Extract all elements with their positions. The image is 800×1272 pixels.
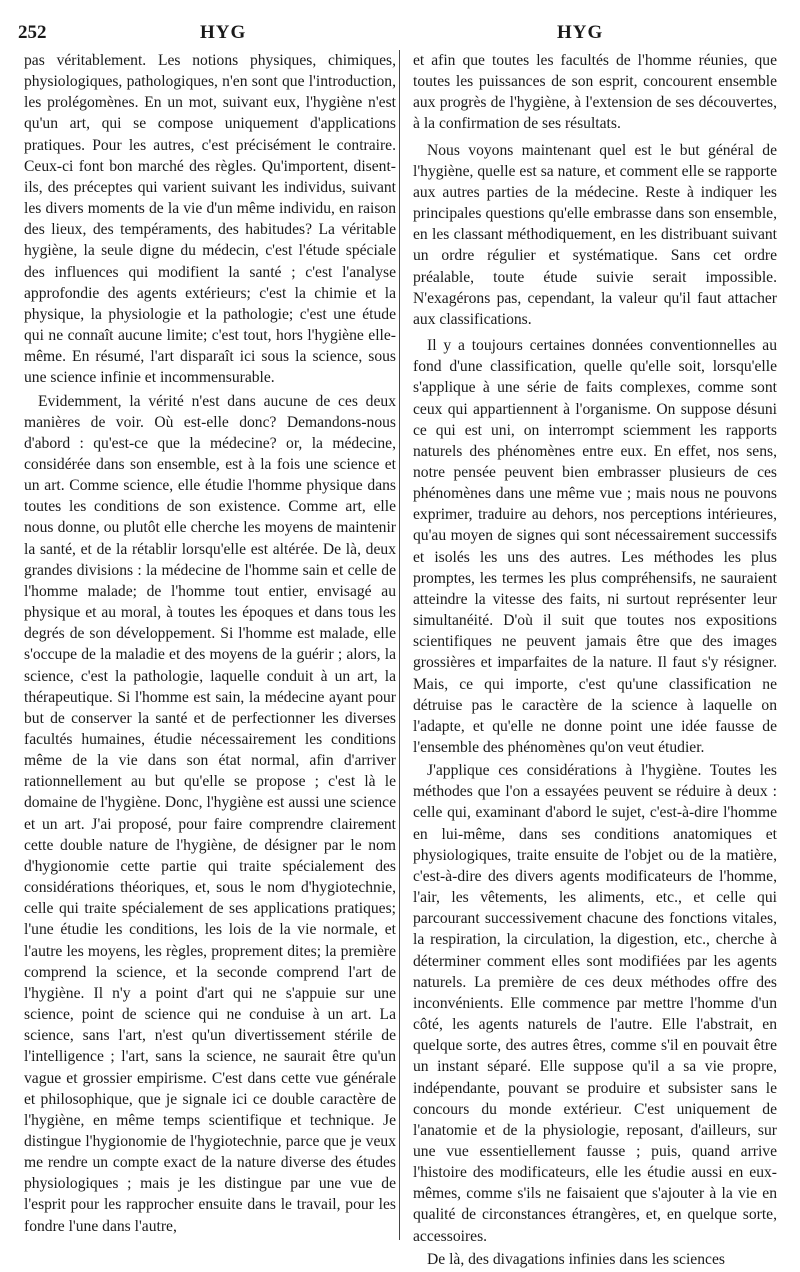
left-column: [24, 50, 396, 1239]
column-divider: [399, 50, 400, 1240]
running-header: [0, 22, 800, 52]
right-column: [413, 50, 777, 1272]
right-paragraph-1: et afin que toutes les facultés de l'homme réunies, que toutes les puissances de son esprit, concourent ensemble aux progrès de l'hygiène, à l'extension de ses découvertes, à la confirmation de ses résultats.: [413, 52, 777, 133]
right-paragraph-5: De là, des divagations infinies dans les sciences: [427, 1250, 725, 1268]
right-paragraph-3: Il y a toujours certaines données conventionnelles au fond d'une classification, quelle qu'elle soit, lorsqu'elle s'applique à une série de faits complexes, comme sont ceux qui appartiennent à l'organisme. On suppose désuni ce qui est uni, on interrompt sciemment les rapports naturels des phénomènes entre eux. En effet, nos sens, notre pensée peuvent bien embrasser plusieurs de ces phénomènes dans une même vue ; mais nous ne pouvons exprimer, traduire au dehors, nos perceptions intérieures, qu'au moyen de signes qui sont nécessairement successifs et isolés les uns des autres. Les méthodes les plus promptes, les termes les plus compréhensifs, ne sauraient atteindre la vitesse des faits, ni surtout représenter leur simultanéité. D'où il suit que toutes nos expositions scientifiques ne peuvent jamais être que des images grossières et imparfaites de la nature. Il faut s'y résigner. Mais, ce qui importe, c'est qu'une classification ne détruise pas le caractère de la science à laquelle on l'adapte, et qu'elle ne donne point une idée fausse de l'ensemble des phénomènes qu'on veut étudier.: [413, 337, 777, 756]
right-paragraph-4: J'applique ces considérations à l'hygiène. Toutes les méthodes que l'on a essayées peuvent se réduire à deux : celle qui, examinant d'abord le sujet, c'est-à-dire l'homme en lui-même, dans ses conditions anatomiques et physiologiques, traite ensuite de l'objet ou de la matière, c'est-à-dire des divers agents modificateurs de l'homme, l'air, les vêtements, les aliments, etc., et celle qui parcourant successivement chacune des fonctions vitales, la respiration, la circulation, la digestion, etc., cherche à déterminer comment elles sont modifiées par les agents naturels. La première de ces deux méthodes offre des inconvénients. Elle commence par mettre l'homme d'un côté, les agents naturels de l'autre. Elle l'abstrait, en quelque sorte, des autres êtres, comme s'il en pouvait être un instant séparé. Elle suppose qu'il a sa vie propre, indépendante, pouvant se produire et subsister sans le concours du monde extérieur. C'est uniquement de l'anatomie et de la physiologie, reposant, d'ailleurs, sur une vue essentiellement fausse ; puis, quand arrive l'histoire des modificateurs, elle les étudie aussi en eux-mêmes, comme s'ils ne faisaient que s'ajouter à la vie en qualité de circonstances étrangères, et, en quelque sorte, accessoires.: [413, 762, 777, 1245]
page-number: 252: [18, 22, 47, 43]
right-running-title: HYG: [557, 22, 604, 43]
left-paragraph-1: pas véritablement. Les notions physiques, chimiques, physiologiques, pathologiques, n'en sont que l'introduction, les prolégomènes. En un mot, suivant eux, l'hygiène n'est qu'un art, qui se compose uniquement d'applications pratiques. Pour les autres, c'est précisément le contraire. Ceux-ci font bon marché des règles. Qu'importent, disent-ils, des préceptes qui varient suivant les individus, suivant les divers moments de la vie d'un même individu, en raison des lieux, des tempéraments, des habitudes? La véritable hygiène, la seule digne du médecin, c'est l'étude spéciale des influences qui modifient la santé ; c'est l'analyse approfondie des agents extérieurs; c'est la chimie et la physique, la physiologie et la pathologie; c'est une étude qui ne connaît aucune limite; c'est tout, hors l'hygiène elle-même. En résumé, l'art disparaît ici sous la science, sous une science infinie et incommensurable.: [24, 52, 396, 387]
left-running-title: HYG: [200, 22, 247, 43]
left-paragraph-2: Evidemment, la vérité n'est dans aucune de ces deux manières de voir. Où est-elle donc? Demandons-nous d'abord : qu'est-ce que la médecine? or, la médecine, considérée dans son ensemble, est à la fois une science et un art. Comme science, elle étudie l'homme physique dans toutes les conditions de son existence. Comme art, elle nous donne, ou plutôt elle cherche les moyens de maintenir la santé, et de la rétablir lorsqu'elle est altérée. De là, deux grandes divisions : la médecine de l'homme sain et celle de l'homme malade; de l'homme tout entier, envisagé au physique et au moral, à toutes les époques et dans tous les degrés de son développement. Si l'homme est malade, elle s'occupe de la maladie et des moyens de la guérir ; alors, la science, c'est la pathologie, laquelle conduit à un art, la thérapeutique. Si l'homme est sain, la médecine ayant pour but de conserver la santé et de perfectionner les diverses facultés humaines, étudie nécessairement les conditions même de la vie dans son état normal, afin d'arriver rationnellement au but qu'elle se propose ; c'est là le domaine de l'hygiène. Donc, l'hygiène est aussi une science et un art. J'ai proposé, pour faire comprendre clairement cette double nature de l'hygiène, de désigner par le nom d'hygionomie cette partie qui traite spécialement des considérations théoriques, et, sous le nom d'hygiotechnie, celle qui traite spécialement de ses applications pratiques; l'une étudie les conditions, les lois de la vie normale, et l'autre les moyens, les règles, proprement dites; la première comprend la science, et la seconde comprend l'art de l'hygiène. Il n'y a point d'art qui ne s'appuie sur une science, point de science qui ne conduise à un art. La science, sans l'art, n'est qu'un divertissement stérile de l'intelligence ; l'art, sans la science, ne saurait être qu'un vague et grossier empirisme. C'est dans cette vue générale et philosophique, que je signale ici ce double caractère de l'hygiène, en même temps scientifique et technique. Je distingue l'hygionomie de l'hygiotechnie, parce que je veux me rendre un compte exact de la nature diverse des études physiologiques ; mais je les distingue par une vue de l'esprit pour les rapprocher ensuite dans le travail, pour les fondre l'une dans l'autre,: [24, 392, 396, 1235]
right-paragraph-2: Nous voyons maintenant quel est le but général de l'hygiène, quelle est sa nature, et comment elle se rapporte aux autres parties de la médecine. Reste à indiquer les principales questions qu'elle embrasse dans son ensemble, en les classant méthodiquement, en les distribuant suivant un ordre régulier et systématique. Sans cet ordre préalable, toute étude suivie serait impossible. N'exagérons pas, cependant, la valeur qu'il faut attacher aux classifications.: [413, 141, 777, 328]
